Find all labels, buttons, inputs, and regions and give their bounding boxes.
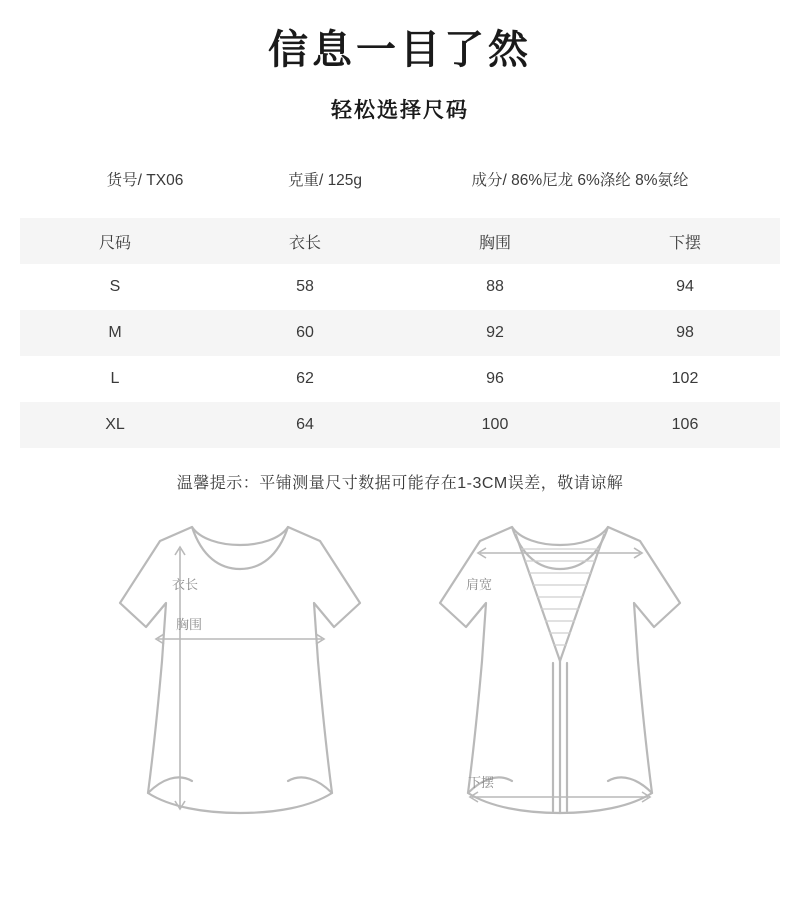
front-bust-arrow (156, 634, 324, 644)
cell-hem: 98 (676, 324, 694, 341)
cell-bust: 96 (486, 370, 504, 387)
back-shoulder-label: 肩宽 (466, 577, 493, 592)
product-meta-row (0, 168, 800, 190)
cell-length: 58 (296, 278, 314, 295)
cell-hem: 94 (676, 278, 694, 295)
cell-length: 62 (296, 370, 314, 387)
page-title: 信息一目了然 (268, 28, 532, 72)
cell-bust: 92 (486, 324, 504, 341)
back-hem-label: 下摆 (468, 775, 495, 790)
column-header-bust: 胸围 (478, 234, 511, 252)
column-header-length: 衣长 (288, 234, 321, 252)
table-header-row (20, 218, 780, 264)
back-mesh-hatching (521, 549, 599, 645)
cell-bust: 100 (481, 416, 509, 433)
weight-label: 克重/ (287, 172, 324, 189)
front-bust-label: 胸围 (176, 617, 203, 632)
measurement-note: 温馨提示：平铺测量尺寸数据可能存在1-3CM误差，敬请谅解 (176, 475, 624, 492)
cell-hem: 106 (671, 416, 699, 433)
column-header-hem: 下摆 (668, 234, 701, 252)
page-subtitle: 轻松选择尺码 (331, 99, 469, 122)
item-number-label: 货号/ (106, 172, 142, 189)
composition-label: 成分/ (471, 172, 507, 189)
garment-diagrams (0, 511, 800, 851)
table-row (20, 356, 780, 402)
item-number-value: TX06 (146, 172, 184, 189)
size-table (20, 218, 780, 448)
cell-length: 60 (296, 324, 314, 341)
cell-bust: 88 (486, 278, 504, 295)
cell-size: L (110, 370, 120, 387)
table-row (20, 264, 780, 310)
title-block (0, 0, 800, 124)
front-garment-outline (120, 527, 360, 813)
cell-hem: 102 (671, 370, 699, 387)
table-row (20, 402, 780, 448)
size-table-body (20, 264, 780, 448)
front-length-label: 衣长 (172, 577, 199, 592)
meta-composition (415, 168, 745, 190)
table-row (20, 310, 780, 356)
cell-size: M (108, 324, 122, 341)
cell-size: S (109, 278, 121, 295)
back-view-diagram (420, 511, 700, 851)
cell-length: 64 (296, 416, 314, 433)
size-table-head (20, 218, 780, 264)
column-header-size: 尺码 (98, 234, 131, 252)
meta-weight (235, 168, 415, 190)
front-view-diagram (100, 511, 380, 851)
cell-size: XL (105, 416, 125, 433)
weight-value: 125g (327, 172, 363, 189)
meta-item-number (55, 168, 235, 190)
back-garment-outline (440, 527, 680, 813)
composition-value: 86%尼龙 6%涤纶 8%氨纶 (511, 172, 689, 189)
